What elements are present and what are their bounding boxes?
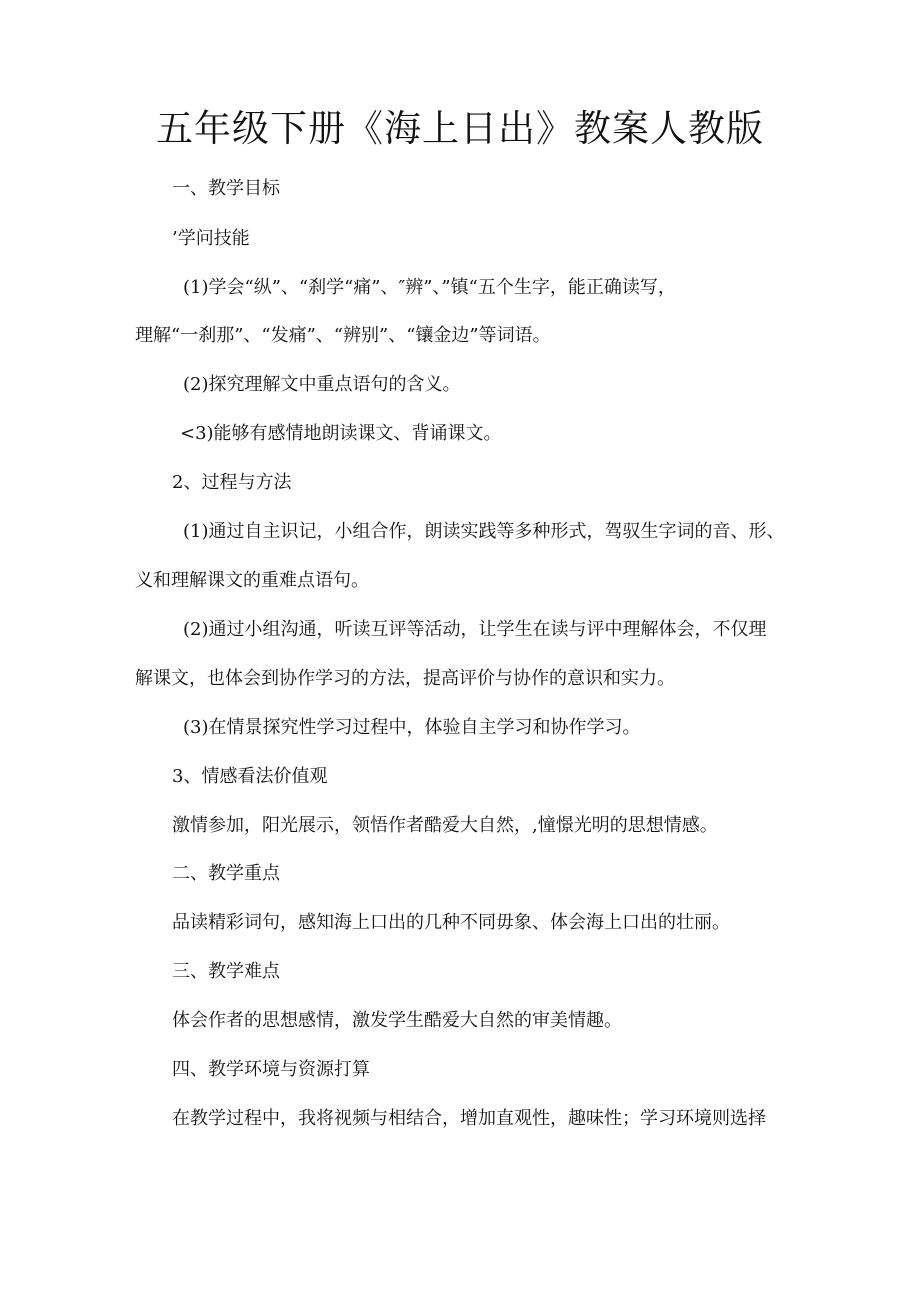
paragraph-line: (1)学会“纵”、“刹学“痛”、″辨”、”镇“五个生字，能正确读写， <box>183 277 676 298</box>
paragraph-line: (1)通过自主识记，小组合作，朗读实践等多种形式，驾驭生字词的音、形、 <box>183 521 785 542</box>
paragraph-line: (3)在情景探究性学习过程中，体验自主学习和协作学习。 <box>183 717 641 738</box>
paragraph-line: <3)能够有感情地朗读课文、背诵课文。 <box>180 423 502 444</box>
paragraph-line: 品读精彩词句，感知海上口出的几种不同毋象、体会海上口出的壮丽。 <box>172 912 730 933</box>
paragraph-line: (2)探究理解文中重点语句的含义。 <box>183 374 461 395</box>
document-title: 五年级下册《海上日出》教案人教版 <box>156 107 764 150</box>
section-heading-environment-resources: 四、教学环境与资源打算 <box>172 1059 370 1080</box>
paragraph-line: 在教学过程中，我将视频与相结合，增加直观性，趣味性；学习环境则选择 <box>172 1108 766 1129</box>
paragraph-line: 体会作者的思想感情，激发学生酷爱大自然的审美情趣。 <box>172 1010 622 1031</box>
paragraph-line: 解课文，也体会到协作学习的方法，提高评价与协作的意识和实力。 <box>135 668 675 689</box>
subsection-emotion-values: 3、情感看法价值观 <box>172 766 328 787</box>
section-heading-teaching-objectives: 一、教学目标 <box>172 178 280 199</box>
paragraph-line: 义和理解课文的重难点语句。 <box>135 570 369 591</box>
paragraph-line: 理解“一刹那”、“发痛”、“辨别”、“镶金边”等词语。 <box>135 325 551 346</box>
paragraph-line: (2)通过小组沟通，听读互评等活动，让学生在读与评中理解体会，不仅理 <box>183 619 767 640</box>
paragraph-line: 激情参加，阳光展示，领悟作者酷爱大自然，,憧憬光明的思想情感。 <box>172 815 718 836</box>
section-heading-key-points: 二、教学重点 <box>172 863 280 884</box>
subsection-process-methods: 2、过程与方法 <box>172 472 292 493</box>
subsection-knowledge-skills: ’学问技能 <box>172 228 250 249</box>
section-heading-difficulties: 三、教学难点 <box>172 961 280 982</box>
